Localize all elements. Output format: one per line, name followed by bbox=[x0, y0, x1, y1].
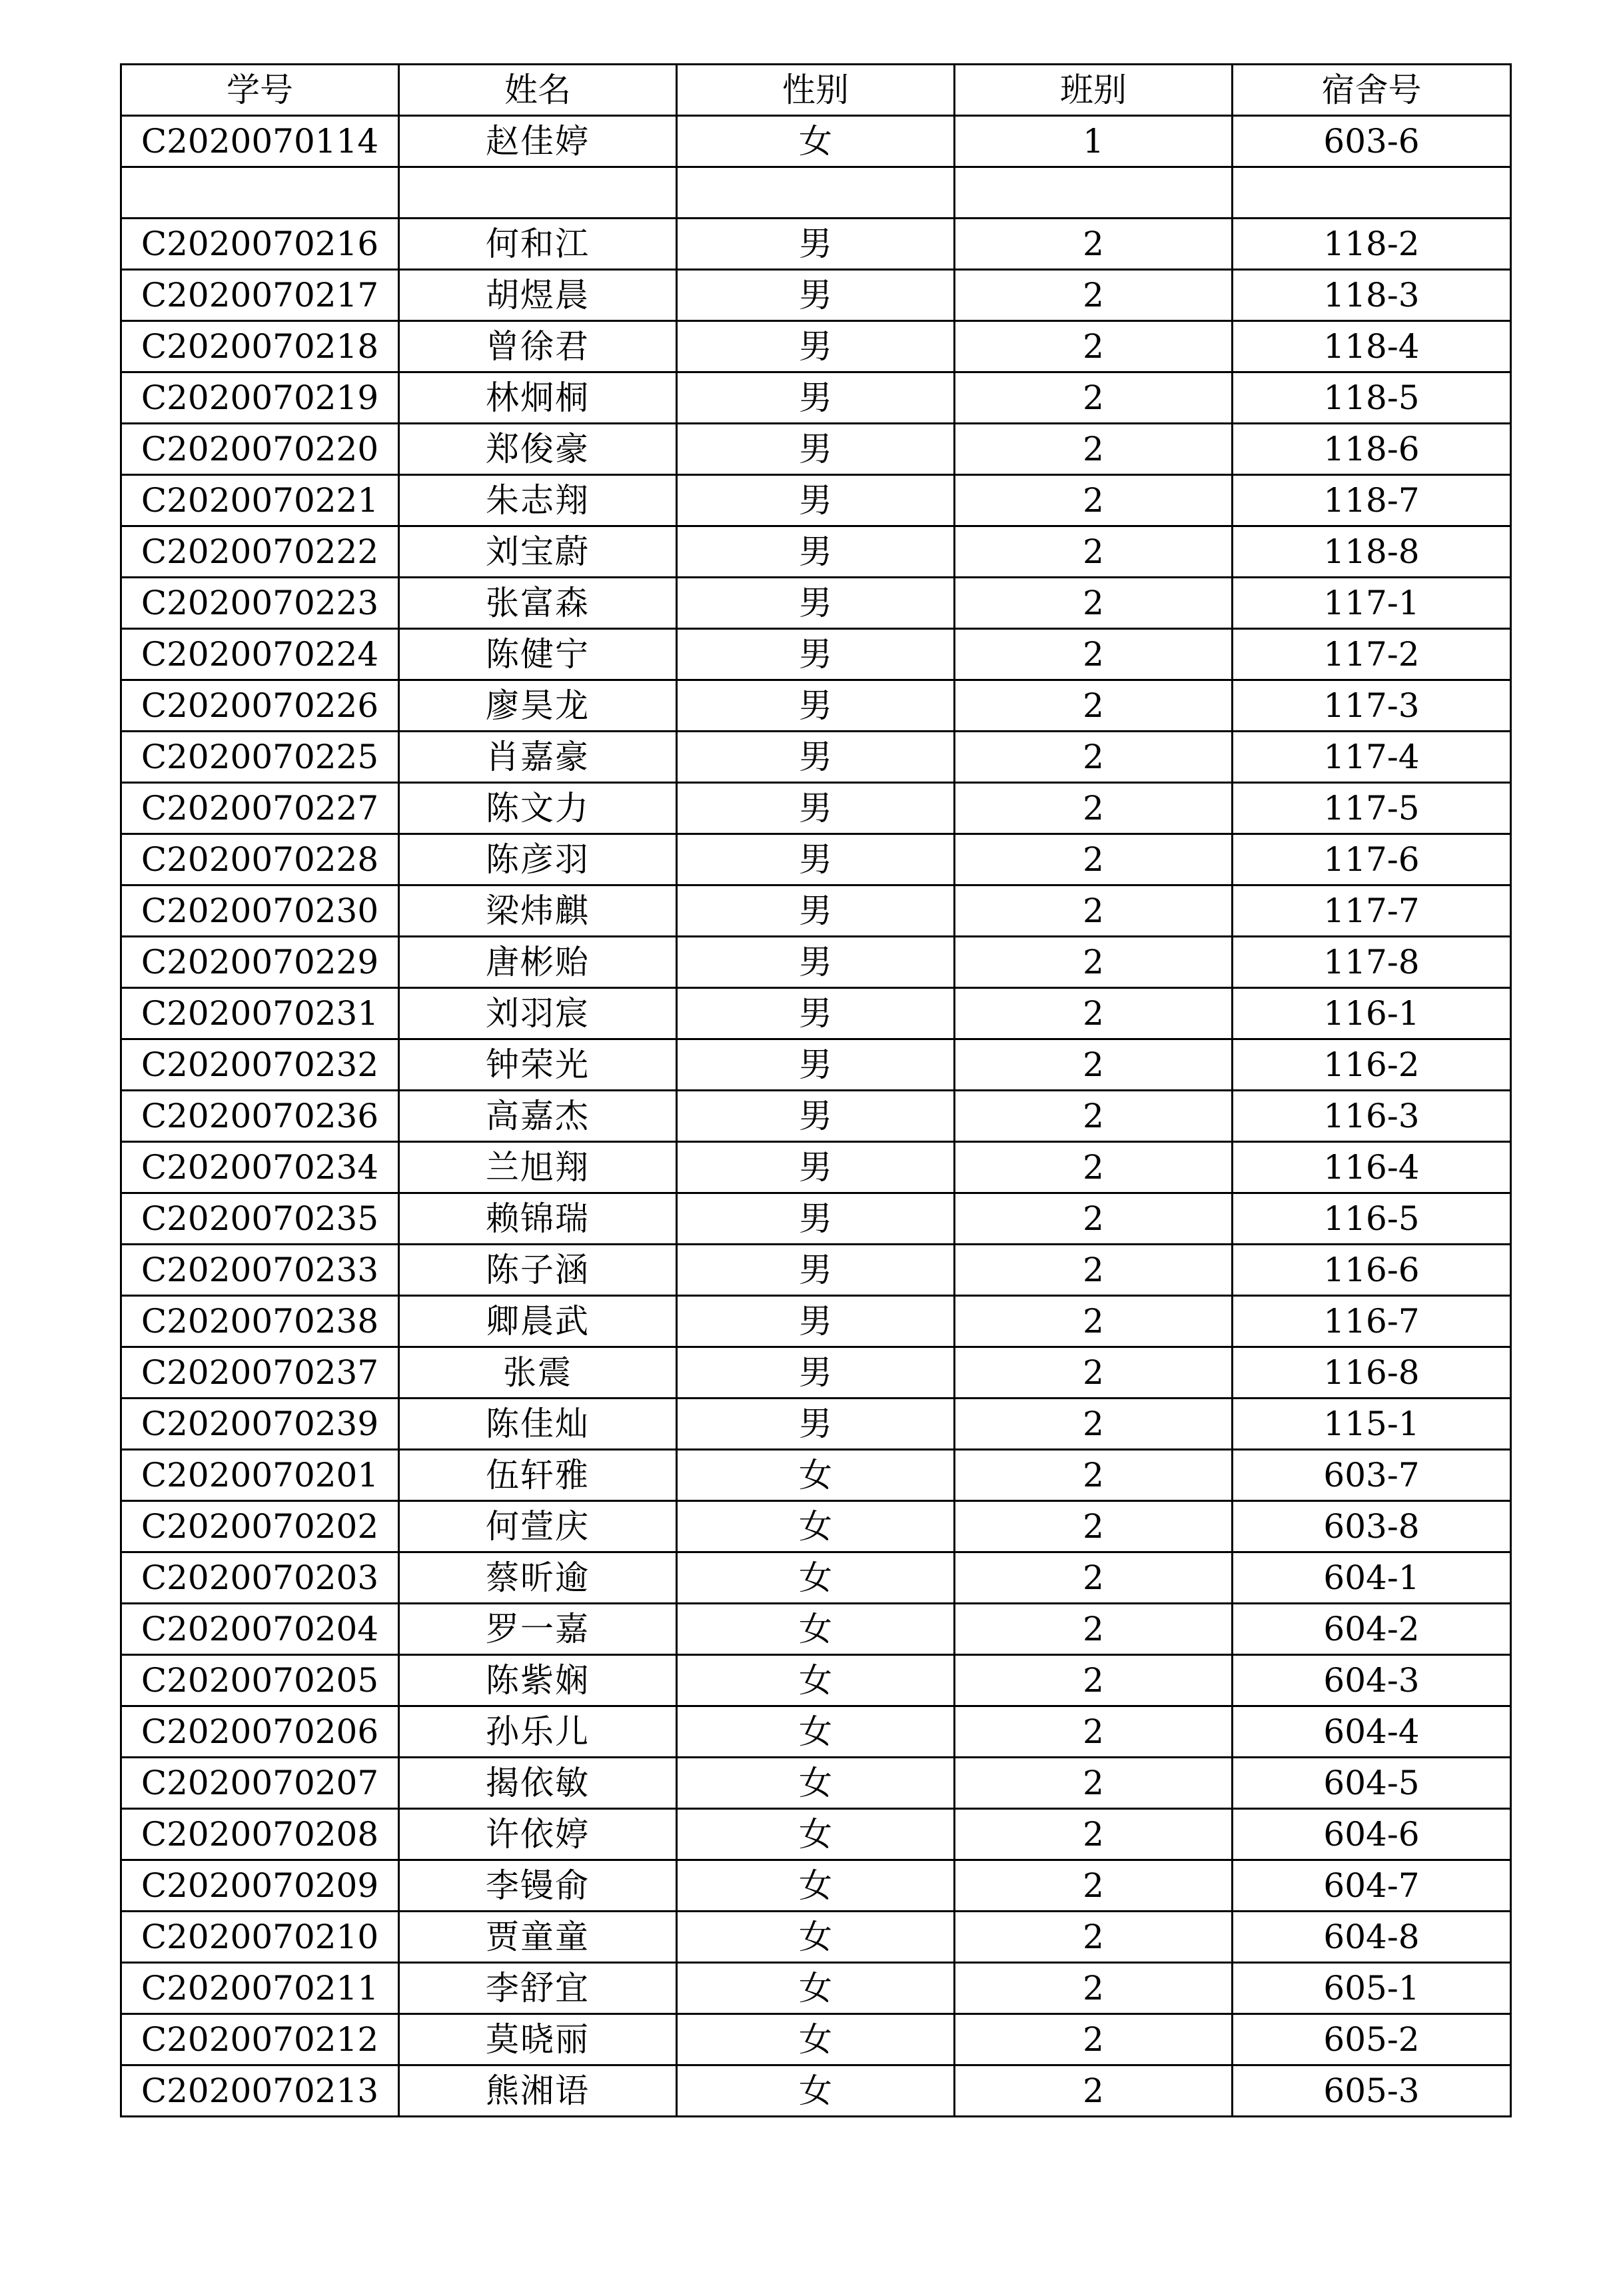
student-id-cell: C2020070235 bbox=[121, 1193, 399, 1245]
student-id-cell: C2020070212 bbox=[121, 2014, 399, 2065]
class-cell: 2 bbox=[955, 1039, 1233, 1091]
student-id-cell: C2020070216 bbox=[121, 219, 399, 270]
class-cell: 2 bbox=[955, 1501, 1233, 1552]
student-id-cell: C2020070218 bbox=[121, 321, 399, 372]
column-header-name: 姓名 bbox=[399, 65, 677, 116]
class-cell: 2 bbox=[955, 1552, 1233, 1604]
dorm-number-cell: 118-8 bbox=[1233, 526, 1511, 578]
gender-cell: 女 bbox=[677, 1706, 955, 1758]
name-cell: 蔡昕逾 bbox=[399, 1552, 677, 1604]
table-row bbox=[121, 116, 1511, 167]
gender-cell: 男 bbox=[677, 1347, 955, 1399]
name-cell: 高嘉杰 bbox=[399, 1091, 677, 1142]
name-cell: 唐彬贻 bbox=[399, 937, 677, 988]
table-row bbox=[121, 1655, 1511, 1706]
table-row bbox=[121, 885, 1511, 937]
name-cell: 林炯桐 bbox=[399, 372, 677, 424]
table-row bbox=[121, 1399, 1511, 1450]
gender-cell: 男 bbox=[677, 1142, 955, 1193]
class-cell: 2 bbox=[955, 1706, 1233, 1758]
class-cell: 2 bbox=[955, 578, 1233, 629]
dorm-number-cell: 116-1 bbox=[1233, 988, 1511, 1039]
class-cell: 2 bbox=[955, 1193, 1233, 1245]
name-cell: 许依婷 bbox=[399, 1809, 677, 1860]
table-row bbox=[121, 680, 1511, 732]
name-cell: 钟荣光 bbox=[399, 1039, 677, 1091]
gender-cell: 男 bbox=[677, 1399, 955, 1450]
student-id-cell: C2020070230 bbox=[121, 885, 399, 937]
name-cell: 兰旭翔 bbox=[399, 1142, 677, 1193]
name-cell: 熊湘语 bbox=[399, 2065, 677, 2117]
class-cell: 2 bbox=[955, 732, 1233, 783]
table-row bbox=[121, 1552, 1511, 1604]
gender-cell: 男 bbox=[677, 578, 955, 629]
student-id-cell: C2020070220 bbox=[121, 424, 399, 475]
dorm-number-cell: 605-2 bbox=[1233, 2014, 1511, 2065]
column-header-gender: 性别 bbox=[677, 65, 955, 116]
dorm-number-cell: 603-7 bbox=[1233, 1450, 1511, 1501]
table-row bbox=[121, 1758, 1511, 1809]
student-id-cell: C2020070239 bbox=[121, 1399, 399, 1450]
class-cell: 2 bbox=[955, 1809, 1233, 1860]
dorm-number-cell: 116-5 bbox=[1233, 1193, 1511, 1245]
dorm-number-cell: 116-8 bbox=[1233, 1347, 1511, 1399]
class-cell: 2 bbox=[955, 1142, 1233, 1193]
student-id-cell bbox=[121, 167, 399, 219]
student-id-cell: C2020070206 bbox=[121, 1706, 399, 1758]
student-id-cell: C2020070202 bbox=[121, 1501, 399, 1552]
class-cell: 2 bbox=[955, 937, 1233, 988]
dorm-number-cell: 117-1 bbox=[1233, 578, 1511, 629]
class-cell: 2 bbox=[955, 1091, 1233, 1142]
dorm-number-cell: 117-6 bbox=[1233, 834, 1511, 885]
student-id-cell: C2020070208 bbox=[121, 1809, 399, 1860]
dorm-number-cell: 118-2 bbox=[1233, 219, 1511, 270]
name-cell: 曾徐君 bbox=[399, 321, 677, 372]
dorm-number-cell: 604-4 bbox=[1233, 1706, 1511, 1758]
dorm-number-cell: 115-1 bbox=[1233, 1399, 1511, 1450]
table-row bbox=[121, 834, 1511, 885]
name-cell: 肖嘉豪 bbox=[399, 732, 677, 783]
table-row bbox=[121, 1039, 1511, 1091]
class-cell: 2 bbox=[955, 988, 1233, 1039]
table-row bbox=[121, 1706, 1511, 1758]
student-id-cell: C2020070226 bbox=[121, 680, 399, 732]
student-id-cell: C2020070205 bbox=[121, 1655, 399, 1706]
gender-cell: 女 bbox=[677, 1758, 955, 1809]
gender-cell: 男 bbox=[677, 629, 955, 680]
gender-cell: 女 bbox=[677, 116, 955, 167]
dorm-number-cell bbox=[1233, 167, 1511, 219]
table-row bbox=[121, 732, 1511, 783]
table-row bbox=[121, 1296, 1511, 1347]
gender-cell: 男 bbox=[677, 424, 955, 475]
table-row bbox=[121, 1809, 1511, 1860]
student-id-cell: C2020070237 bbox=[121, 1347, 399, 1399]
class-cell: 2 bbox=[955, 1758, 1233, 1809]
dorm-number-cell: 116-4 bbox=[1233, 1142, 1511, 1193]
dorm-number-cell: 604-6 bbox=[1233, 1809, 1511, 1860]
dorm-number-cell: 118-5 bbox=[1233, 372, 1511, 424]
name-cell: 卿晨武 bbox=[399, 1296, 677, 1347]
name-cell: 何萱庆 bbox=[399, 1501, 677, 1552]
gender-cell: 男 bbox=[677, 526, 955, 578]
table-row bbox=[121, 167, 1511, 219]
gender-cell: 男 bbox=[677, 1296, 955, 1347]
student-id-cell: C2020070228 bbox=[121, 834, 399, 885]
table-row bbox=[121, 1912, 1511, 1963]
class-cell: 2 bbox=[955, 629, 1233, 680]
dorm-number-cell: 604-5 bbox=[1233, 1758, 1511, 1809]
dorm-number-cell: 116-7 bbox=[1233, 1296, 1511, 1347]
class-cell: 2 bbox=[955, 2065, 1233, 2117]
student-id-cell: C2020070219 bbox=[121, 372, 399, 424]
column-header-dorm-number: 宿舍号 bbox=[1233, 65, 1511, 116]
class-cell: 2 bbox=[955, 1399, 1233, 1450]
name-cell: 梁炜麒 bbox=[399, 885, 677, 937]
class-cell: 2 bbox=[955, 475, 1233, 526]
gender-cell: 男 bbox=[677, 1091, 955, 1142]
gender-cell: 女 bbox=[677, 1501, 955, 1552]
dorm-number-cell: 604-3 bbox=[1233, 1655, 1511, 1706]
student-id-cell: C2020070209 bbox=[121, 1860, 399, 1912]
gender-cell: 女 bbox=[677, 1604, 955, 1655]
table-row bbox=[121, 475, 1511, 526]
table-row bbox=[121, 1501, 1511, 1552]
student-id-cell: C2020070221 bbox=[121, 475, 399, 526]
class-cell: 2 bbox=[955, 680, 1233, 732]
class-cell: 2 bbox=[955, 372, 1233, 424]
column-header-student-id: 学号 bbox=[121, 65, 399, 116]
name-cell: 赵佳婷 bbox=[399, 116, 677, 167]
class-cell: 2 bbox=[955, 1296, 1233, 1347]
student-id-cell: C2020070234 bbox=[121, 1142, 399, 1193]
class-cell: 2 bbox=[955, 526, 1233, 578]
table-row bbox=[121, 270, 1511, 321]
name-cell: 贾童童 bbox=[399, 1912, 677, 1963]
table-row bbox=[121, 937, 1511, 988]
class-cell: 2 bbox=[955, 424, 1233, 475]
table-row bbox=[121, 2065, 1511, 2117]
dorm-number-cell: 116-3 bbox=[1233, 1091, 1511, 1142]
dorm-number-cell: 604-2 bbox=[1233, 1604, 1511, 1655]
name-cell: 陈子涵 bbox=[399, 1245, 677, 1296]
table-row bbox=[121, 1347, 1511, 1399]
dorm-number-cell: 117-8 bbox=[1233, 937, 1511, 988]
table-row bbox=[121, 1193, 1511, 1245]
gender-cell: 男 bbox=[677, 321, 955, 372]
name-cell: 郑俊豪 bbox=[399, 424, 677, 475]
dorm-number-cell: 117-3 bbox=[1233, 680, 1511, 732]
name-cell: 朱志翔 bbox=[399, 475, 677, 526]
dorm-number-cell: 604-8 bbox=[1233, 1912, 1511, 1963]
gender-cell: 男 bbox=[677, 1039, 955, 1091]
dorm-number-cell: 603-8 bbox=[1233, 1501, 1511, 1552]
gender-cell: 女 bbox=[677, 1655, 955, 1706]
student-id-cell: C2020070224 bbox=[121, 629, 399, 680]
name-cell: 莫晓丽 bbox=[399, 2014, 677, 2065]
table-row bbox=[121, 1245, 1511, 1296]
dormitory-roster-table bbox=[120, 63, 1512, 2117]
dorm-number-cell: 118-4 bbox=[1233, 321, 1511, 372]
name-cell: 李镘俞 bbox=[399, 1860, 677, 1912]
name-cell: 陈彦羽 bbox=[399, 834, 677, 885]
table-row bbox=[121, 1860, 1511, 1912]
gender-cell: 男 bbox=[677, 732, 955, 783]
dorm-number-cell: 117-7 bbox=[1233, 885, 1511, 937]
dorm-number-cell: 117-4 bbox=[1233, 732, 1511, 783]
table-header bbox=[121, 65, 1511, 116]
gender-cell bbox=[677, 167, 955, 219]
name-cell: 胡煜晨 bbox=[399, 270, 677, 321]
student-id-cell: C2020070233 bbox=[121, 1245, 399, 1296]
table-row bbox=[121, 988, 1511, 1039]
dorm-number-cell: 116-6 bbox=[1233, 1245, 1511, 1296]
name-cell: 陈佳灿 bbox=[399, 1399, 677, 1450]
class-cell: 2 bbox=[955, 321, 1233, 372]
table-row bbox=[121, 1604, 1511, 1655]
student-id-cell: C2020070211 bbox=[121, 1963, 399, 2014]
dorm-number-cell: 117-2 bbox=[1233, 629, 1511, 680]
gender-cell: 女 bbox=[677, 1860, 955, 1912]
class-cell: 2 bbox=[955, 1912, 1233, 1963]
student-id-cell: C2020070217 bbox=[121, 270, 399, 321]
gender-cell: 男 bbox=[677, 680, 955, 732]
table-row bbox=[121, 578, 1511, 629]
gender-cell: 男 bbox=[677, 1193, 955, 1245]
student-id-cell: C2020070207 bbox=[121, 1758, 399, 1809]
class-cell: 2 bbox=[955, 1604, 1233, 1655]
name-cell: 何和江 bbox=[399, 219, 677, 270]
class-cell: 2 bbox=[955, 783, 1233, 834]
header-row bbox=[121, 65, 1511, 116]
student-id-cell: C2020070225 bbox=[121, 732, 399, 783]
gender-cell: 男 bbox=[677, 937, 955, 988]
table-row bbox=[121, 629, 1511, 680]
name-cell: 揭依敏 bbox=[399, 1758, 677, 1809]
name-cell: 陈健宁 bbox=[399, 629, 677, 680]
table-row bbox=[121, 1963, 1511, 2014]
table-row bbox=[121, 1450, 1511, 1501]
name-cell bbox=[399, 167, 677, 219]
dorm-number-cell: 603-6 bbox=[1233, 116, 1511, 167]
table-row bbox=[121, 1091, 1511, 1142]
gender-cell: 男 bbox=[677, 988, 955, 1039]
gender-cell: 男 bbox=[677, 475, 955, 526]
name-cell: 刘羽宸 bbox=[399, 988, 677, 1039]
gender-cell: 女 bbox=[677, 1450, 955, 1501]
dorm-number-cell: 604-7 bbox=[1233, 1860, 1511, 1912]
class-cell: 2 bbox=[955, 1655, 1233, 1706]
dorm-number-cell: 604-1 bbox=[1233, 1552, 1511, 1604]
student-id-cell: C2020070204 bbox=[121, 1604, 399, 1655]
column-header-class: 班别 bbox=[955, 65, 1233, 116]
class-cell: 2 bbox=[955, 1347, 1233, 1399]
student-id-cell: C2020070222 bbox=[121, 526, 399, 578]
student-id-cell: C2020070213 bbox=[121, 2065, 399, 2117]
gender-cell: 男 bbox=[677, 219, 955, 270]
student-id-cell: C2020070227 bbox=[121, 783, 399, 834]
class-cell: 2 bbox=[955, 270, 1233, 321]
gender-cell: 男 bbox=[677, 834, 955, 885]
gender-cell: 男 bbox=[677, 270, 955, 321]
gender-cell: 女 bbox=[677, 2014, 955, 2065]
gender-cell: 男 bbox=[677, 783, 955, 834]
class-cell: 2 bbox=[955, 1245, 1233, 1296]
student-id-cell: C2020070201 bbox=[121, 1450, 399, 1501]
table-row bbox=[121, 2014, 1511, 2065]
table-row bbox=[121, 1142, 1511, 1193]
dorm-number-cell: 117-5 bbox=[1233, 783, 1511, 834]
gender-cell: 男 bbox=[677, 885, 955, 937]
student-id-cell: C2020070238 bbox=[121, 1296, 399, 1347]
name-cell: 孙乐儿 bbox=[399, 1706, 677, 1758]
table-row bbox=[121, 526, 1511, 578]
student-id-cell: C2020070210 bbox=[121, 1912, 399, 1963]
class-cell: 2 bbox=[955, 834, 1233, 885]
dorm-number-cell: 116-2 bbox=[1233, 1039, 1511, 1091]
student-id-cell: C2020070114 bbox=[121, 116, 399, 167]
gender-cell: 女 bbox=[677, 2065, 955, 2117]
dorm-number-cell: 118-3 bbox=[1233, 270, 1511, 321]
class-cell: 2 bbox=[955, 2014, 1233, 2065]
class-cell: 2 bbox=[955, 885, 1233, 937]
name-cell: 陈文力 bbox=[399, 783, 677, 834]
gender-cell: 女 bbox=[677, 1912, 955, 1963]
table-row bbox=[121, 424, 1511, 475]
dorm-number-cell: 605-1 bbox=[1233, 1963, 1511, 2014]
table-row bbox=[121, 321, 1511, 372]
student-id-cell: C2020070232 bbox=[121, 1039, 399, 1091]
table-row bbox=[121, 219, 1511, 270]
name-cell: 李舒宜 bbox=[399, 1963, 677, 2014]
gender-cell: 男 bbox=[677, 372, 955, 424]
class-cell: 1 bbox=[955, 116, 1233, 167]
dorm-number-cell: 605-3 bbox=[1233, 2065, 1511, 2117]
class-cell: 2 bbox=[955, 1450, 1233, 1501]
gender-cell: 女 bbox=[677, 1963, 955, 2014]
table-row bbox=[121, 783, 1511, 834]
name-cell: 陈紫娴 bbox=[399, 1655, 677, 1706]
table-body bbox=[121, 116, 1511, 2117]
gender-cell: 女 bbox=[677, 1809, 955, 1860]
student-id-cell: C2020070236 bbox=[121, 1091, 399, 1142]
name-cell: 张震 bbox=[399, 1347, 677, 1399]
class-cell: 2 bbox=[955, 1860, 1233, 1912]
name-cell: 刘宝蔚 bbox=[399, 526, 677, 578]
student-id-cell: C2020070231 bbox=[121, 988, 399, 1039]
name-cell: 伍轩雅 bbox=[399, 1450, 677, 1501]
name-cell: 张富森 bbox=[399, 578, 677, 629]
gender-cell: 女 bbox=[677, 1552, 955, 1604]
student-id-cell: C2020070223 bbox=[121, 578, 399, 629]
gender-cell: 男 bbox=[677, 1245, 955, 1296]
name-cell: 罗一嘉 bbox=[399, 1604, 677, 1655]
name-cell: 廖昊龙 bbox=[399, 680, 677, 732]
student-id-cell: C2020070203 bbox=[121, 1552, 399, 1604]
dorm-number-cell: 118-7 bbox=[1233, 475, 1511, 526]
name-cell: 赖锦瑞 bbox=[399, 1193, 677, 1245]
dorm-number-cell: 118-6 bbox=[1233, 424, 1511, 475]
class-cell: 2 bbox=[955, 219, 1233, 270]
class-cell: 2 bbox=[955, 1963, 1233, 2014]
class-cell bbox=[955, 167, 1233, 219]
student-id-cell: C2020070229 bbox=[121, 937, 399, 988]
table-row bbox=[121, 372, 1511, 424]
